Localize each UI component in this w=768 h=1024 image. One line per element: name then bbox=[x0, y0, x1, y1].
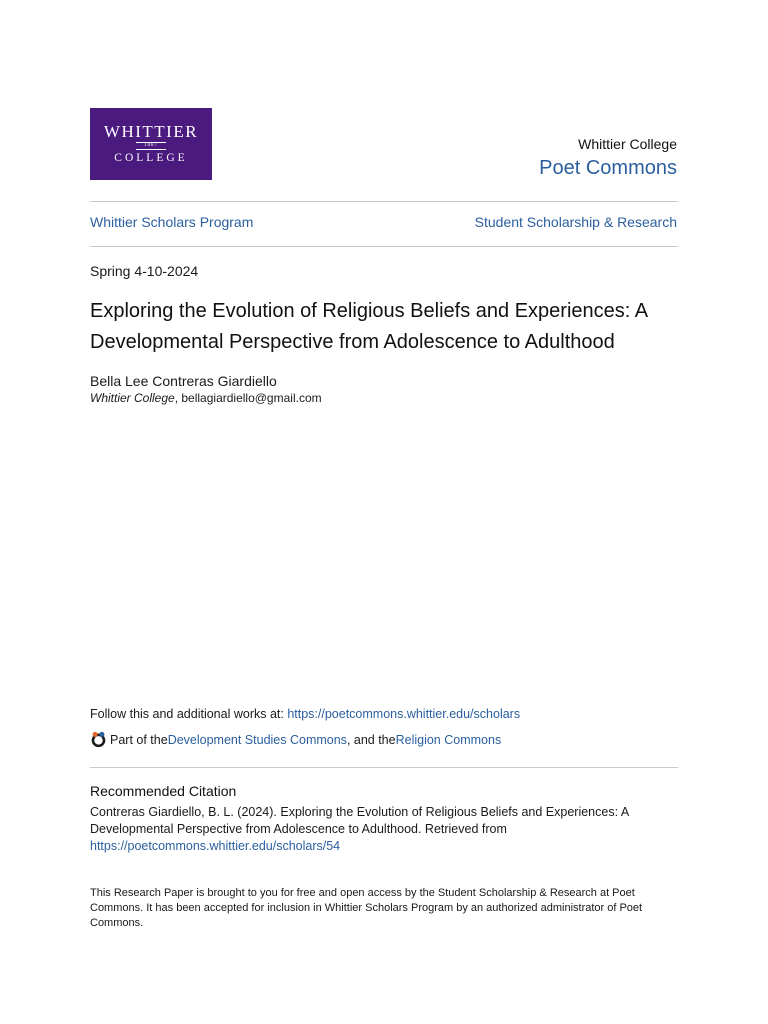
divider-top bbox=[90, 201, 678, 202]
citation-text: Contreras Giardiello, B. L. (2024). Exploring the Evolution of Religious Beliefs and Experiences: A Developmental Perspective from Adolescence to Adulthood. Retrieved from bbox=[90, 805, 629, 836]
citation-body bbox=[90, 804, 680, 855]
development-studies-commons-link[interactable]: Development Studies Commons bbox=[167, 732, 347, 747]
citation-heading: Recommended Citation bbox=[90, 783, 237, 799]
author-name: Bella Lee Contreras Giardiello bbox=[90, 373, 277, 389]
religion-commons-link[interactable]: Religion Commons bbox=[395, 732, 502, 747]
divider-citation bbox=[90, 767, 678, 768]
part-of-line bbox=[90, 731, 501, 748]
collection-link[interactable]: Student Scholarship & Research bbox=[474, 214, 677, 230]
affiliation-name: Whittier College bbox=[90, 391, 175, 405]
part-of-prefix: Part of the bbox=[110, 732, 168, 747]
citation-url-link[interactable]: https://poetcommons.whittier.edu/scholars/54 bbox=[90, 839, 341, 853]
paper-title: Exploring the Evolution of Religious Beliefs and Experiences: A Developmental Perspective from Adolescence to Adulthood bbox=[90, 300, 648, 353]
logo-year: 1887 bbox=[136, 142, 166, 150]
author-affiliation bbox=[90, 391, 322, 405]
author-email: , bellagiardiello@gmail.com bbox=[174, 391, 322, 405]
logo-line1: WHITTIER bbox=[103, 122, 199, 141]
follow-prefix: Follow this and additional works at: bbox=[90, 707, 288, 721]
access-notice: This Research Paper is brought to you for free and open access by the Student Scholarship & Research at Poet Commons. It has been accepted for inclusion in Whittier Scholars Program by an authorized administrator of Poet Commons. bbox=[90, 887, 643, 929]
repository-link[interactable]: Poet Commons bbox=[539, 157, 677, 179]
program-link[interactable]: Whittier Scholars Program bbox=[90, 214, 254, 230]
logo-line2: COLLEGE bbox=[114, 152, 188, 164]
part-of-mid: , and the bbox=[346, 732, 396, 747]
follow-line bbox=[90, 707, 520, 721]
publication-date: Spring 4-10-2024 bbox=[90, 263, 199, 279]
institution-name: Whittier College bbox=[578, 136, 677, 152]
whittier-college-logo[interactable] bbox=[90, 108, 212, 180]
follow-url-link[interactable]: https://poetcommons.whittier.edu/scholars bbox=[287, 707, 521, 721]
divider-nav bbox=[90, 246, 678, 247]
bepress-network-icon bbox=[90, 731, 107, 748]
